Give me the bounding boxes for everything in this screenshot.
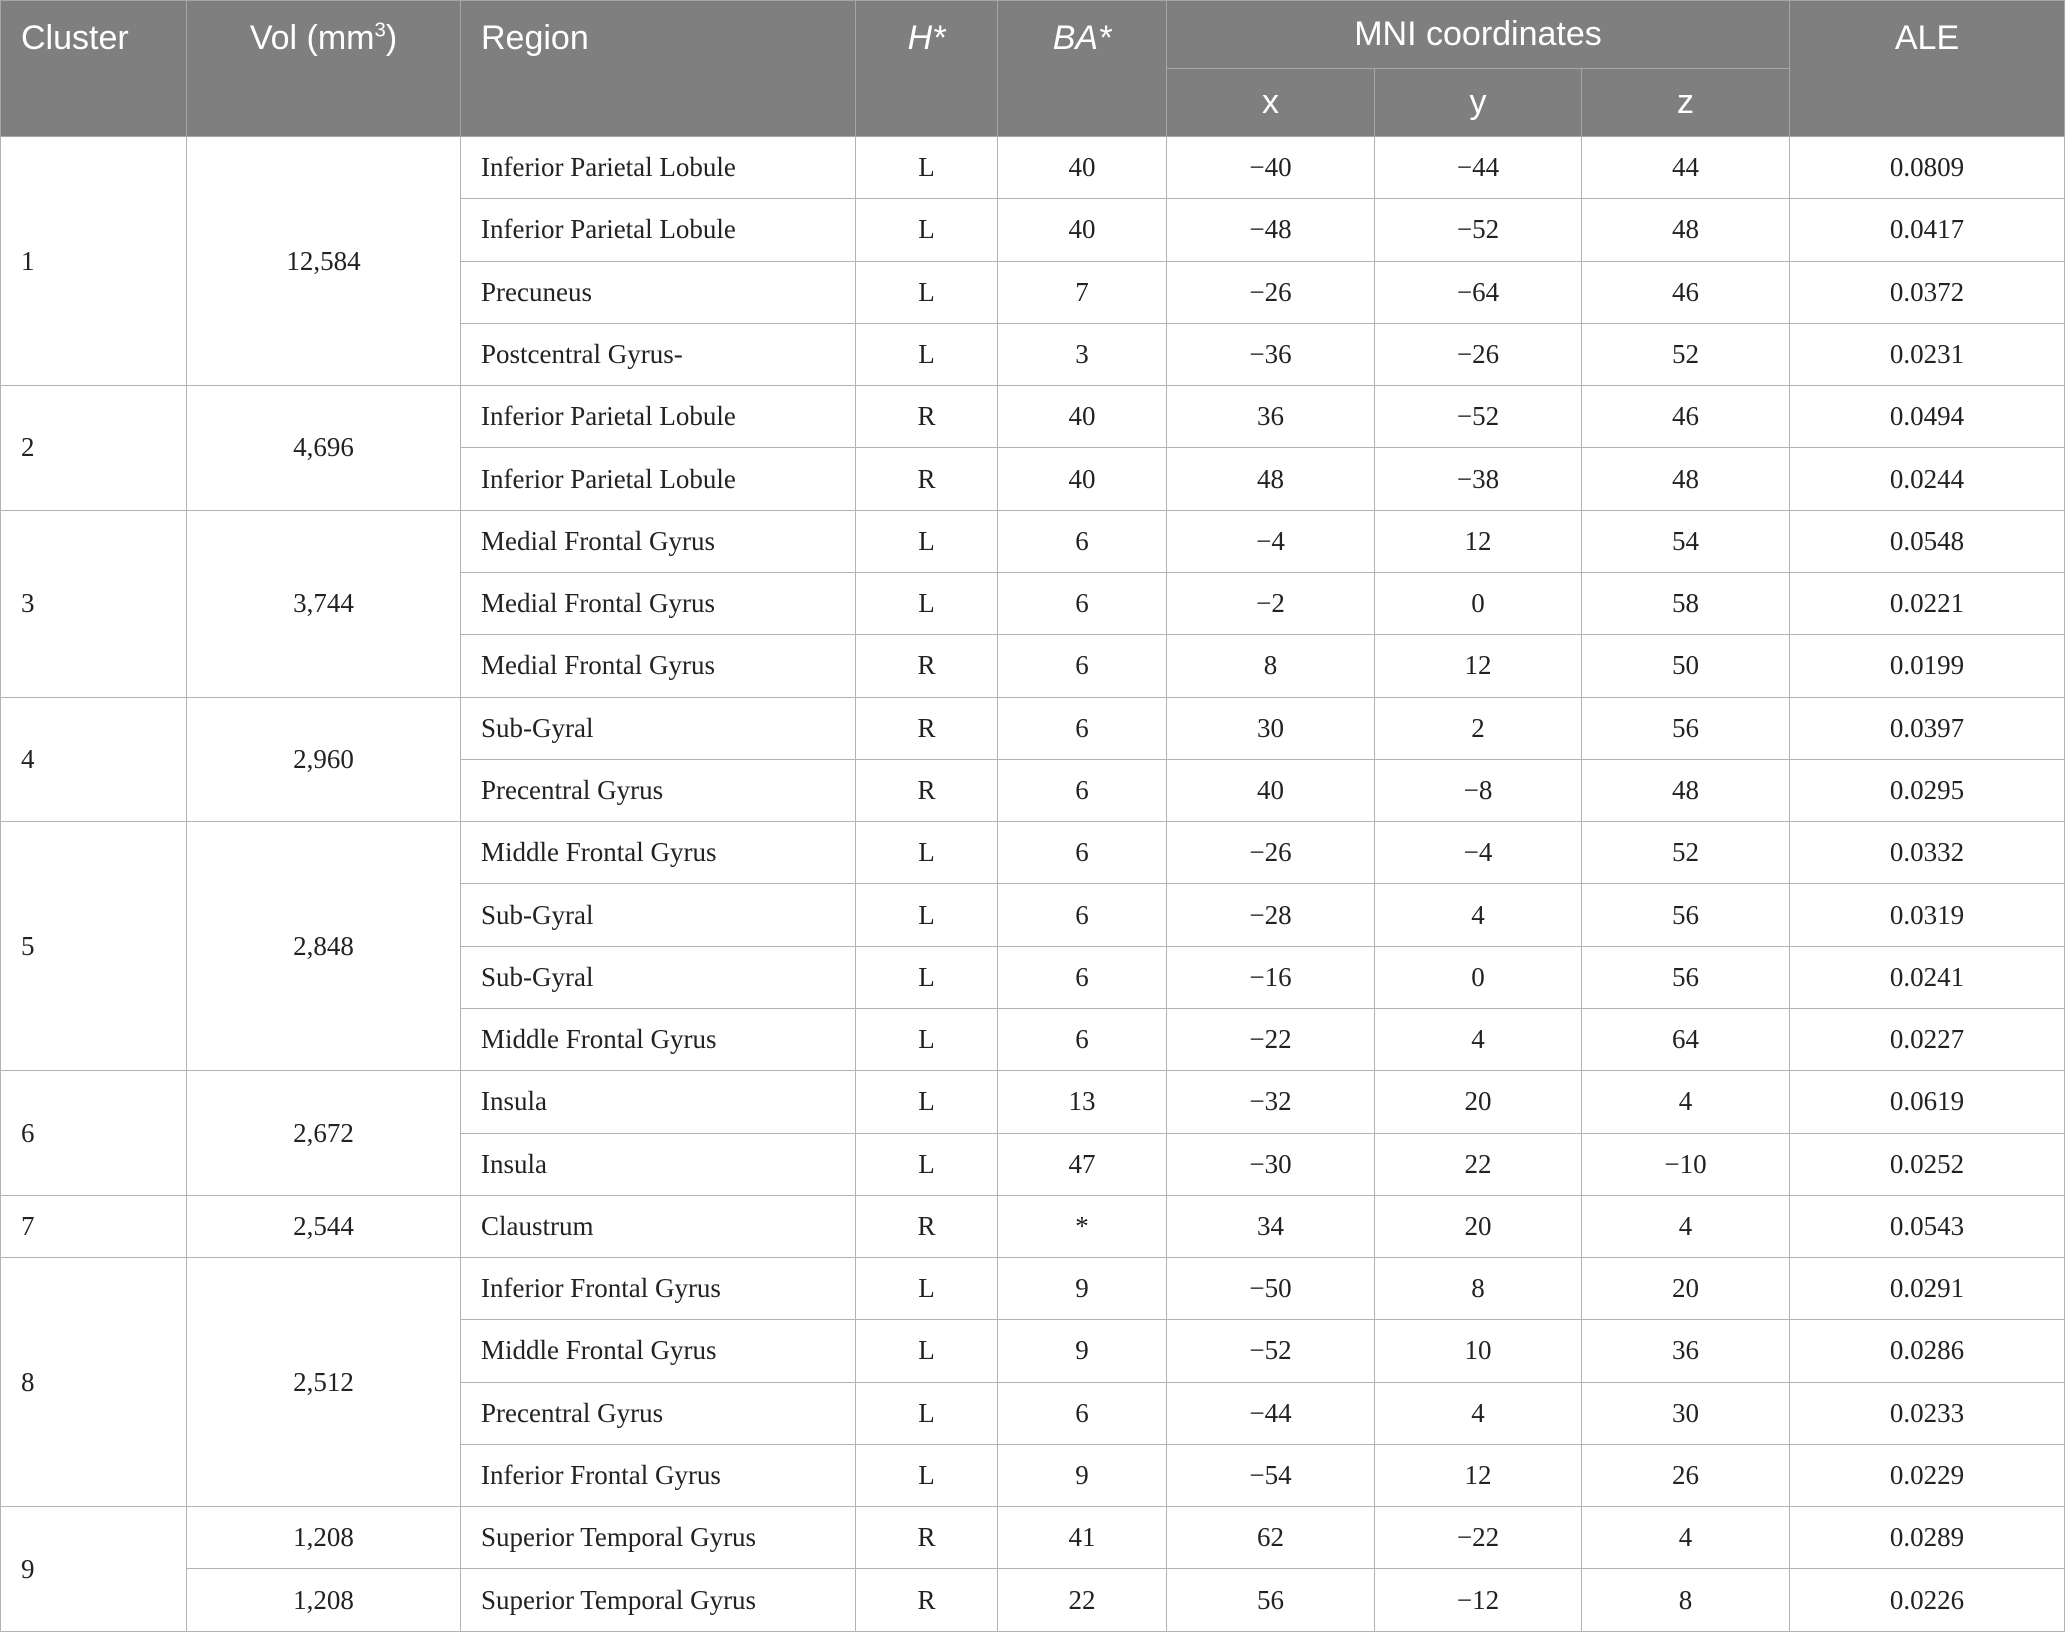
hemisphere-cell: R — [856, 759, 998, 821]
ale-cell: 0.0241 — [1790, 946, 2065, 1008]
region-cell: Precentral Gyrus — [461, 759, 856, 821]
z-cell: 64 — [1582, 1008, 1790, 1070]
region-cell: Postcentral Gyrus- — [461, 323, 856, 385]
ale-cell: 0.0226 — [1790, 1569, 2065, 1632]
y-cell: 12 — [1375, 1444, 1582, 1506]
y-cell: −4 — [1375, 822, 1582, 884]
region-cell: Inferior Frontal Gyrus — [461, 1444, 856, 1506]
z-cell: 4 — [1582, 1071, 1790, 1133]
region-cell: Medial Frontal Gyrus — [461, 572, 856, 634]
x-cell: −36 — [1167, 323, 1375, 385]
z-cell: 54 — [1582, 510, 1790, 572]
y-cell: 12 — [1375, 635, 1582, 697]
header-mni-coordinates: MNI coordinates — [1167, 1, 1790, 69]
hemisphere-cell: L — [856, 1382, 998, 1444]
y-cell: −64 — [1375, 261, 1582, 323]
region-cell: Inferior Parietal Lobule — [461, 448, 856, 510]
z-cell: 50 — [1582, 635, 1790, 697]
z-cell: 30 — [1582, 1382, 1790, 1444]
volume-cell: 2,672 — [187, 1071, 461, 1196]
table-row — [1, 697, 2065, 759]
table-row — [1, 1258, 2065, 1320]
x-cell: 36 — [1167, 386, 1375, 448]
table-row — [1, 386, 2065, 448]
region-cell: Precuneus — [461, 261, 856, 323]
hemisphere-cell: L — [856, 1258, 998, 1320]
hemisphere-cell: L — [856, 1071, 998, 1133]
x-cell: −40 — [1167, 137, 1375, 199]
x-cell: 30 — [1167, 697, 1375, 759]
x-cell: 56 — [1167, 1569, 1375, 1632]
ba-cell: 9 — [998, 1258, 1167, 1320]
ale-cell: 0.0809 — [1790, 137, 2065, 199]
region-cell: Sub-Gyral — [461, 697, 856, 759]
x-cell: −2 — [1167, 572, 1375, 634]
hemisphere-cell: L — [856, 261, 998, 323]
table-row — [1, 822, 2065, 884]
ale-cell: 0.0227 — [1790, 1008, 2065, 1070]
x-cell: −22 — [1167, 1008, 1375, 1070]
x-cell: 48 — [1167, 448, 1375, 510]
x-cell: −50 — [1167, 1258, 1375, 1320]
z-cell: 46 — [1582, 261, 1790, 323]
table-row — [1, 1507, 2065, 1569]
ba-cell: 13 — [998, 1071, 1167, 1133]
y-cell: 8 — [1375, 1258, 1582, 1320]
hemisphere-cell: L — [856, 137, 998, 199]
ale-cell: 0.0494 — [1790, 386, 2065, 448]
hemisphere-cell: L — [856, 884, 998, 946]
z-cell: 56 — [1582, 884, 1790, 946]
ba-cell: 6 — [998, 510, 1167, 572]
hemisphere-cell: L — [856, 822, 998, 884]
hemisphere-cell: L — [856, 1133, 998, 1195]
ale-cell: 0.0286 — [1790, 1320, 2065, 1382]
y-cell: 20 — [1375, 1071, 1582, 1133]
region-cell: Medial Frontal Gyrus — [461, 635, 856, 697]
y-cell: 20 — [1375, 1195, 1582, 1257]
hemisphere-cell: L — [856, 572, 998, 634]
table-row — [1, 1071, 2065, 1133]
region-cell: Sub-Gyral — [461, 884, 856, 946]
volume-cell: 2,960 — [187, 697, 461, 822]
x-cell: −28 — [1167, 884, 1375, 946]
x-cell: 40 — [1167, 759, 1375, 821]
cluster-cell: 6 — [1, 1071, 187, 1196]
ba-cell: 40 — [998, 448, 1167, 510]
hemisphere-cell: L — [856, 1008, 998, 1070]
hemisphere-cell: R — [856, 1195, 998, 1257]
volume-cell: 4,696 — [187, 386, 461, 511]
ba-cell: 6 — [998, 1008, 1167, 1070]
volume-cell: 1,208 — [187, 1569, 461, 1632]
ale-cell: 0.0291 — [1790, 1258, 2065, 1320]
z-cell: 20 — [1582, 1258, 1790, 1320]
ba-cell: 40 — [998, 199, 1167, 261]
y-cell: 22 — [1375, 1133, 1582, 1195]
z-cell: 48 — [1582, 448, 1790, 510]
x-cell: −32 — [1167, 1071, 1375, 1133]
hemisphere-cell: R — [856, 635, 998, 697]
hemisphere-cell: L — [856, 1444, 998, 1506]
region-cell: Sub-Gyral — [461, 946, 856, 1008]
header-x: x — [1167, 69, 1375, 137]
region-cell: Insula — [461, 1133, 856, 1195]
ale-cell: 0.0548 — [1790, 510, 2065, 572]
cluster-cell: 9 — [1, 1507, 187, 1632]
z-cell: 46 — [1582, 386, 1790, 448]
cluster-cell: 3 — [1, 510, 187, 697]
hemisphere-cell: R — [856, 386, 998, 448]
y-cell: 0 — [1375, 946, 1582, 1008]
y-cell: −12 — [1375, 1569, 1582, 1632]
x-cell: −30 — [1167, 1133, 1375, 1195]
header-region: Region — [461, 1, 856, 137]
x-cell: −52 — [1167, 1320, 1375, 1382]
region-cell: Claustrum — [461, 1195, 856, 1257]
y-cell: 4 — [1375, 884, 1582, 946]
header-ale: ALE — [1790, 1, 2065, 137]
ale-cell: 0.0417 — [1790, 199, 2065, 261]
table-row — [1, 137, 2065, 199]
cluster-cell: 7 — [1, 1195, 187, 1257]
ba-cell: 40 — [998, 386, 1167, 448]
ba-cell: 6 — [998, 759, 1167, 821]
z-cell: 48 — [1582, 199, 1790, 261]
y-cell: 2 — [1375, 697, 1582, 759]
z-cell: 56 — [1582, 697, 1790, 759]
ba-cell: 9 — [998, 1320, 1167, 1382]
hemisphere-cell: R — [856, 448, 998, 510]
y-cell: −22 — [1375, 1507, 1582, 1569]
ba-cell: 7 — [998, 261, 1167, 323]
x-cell: −4 — [1167, 510, 1375, 572]
header-hemisphere: H* — [856, 1, 998, 137]
ale-cell: 0.0289 — [1790, 1507, 2065, 1569]
hemisphere-cell: L — [856, 199, 998, 261]
z-cell: 52 — [1582, 822, 1790, 884]
region-cell: Middle Frontal Gyrus — [461, 822, 856, 884]
x-cell: −44 — [1167, 1382, 1375, 1444]
ale-cell: 0.0221 — [1790, 572, 2065, 634]
ba-cell: 6 — [998, 572, 1167, 634]
ale-cell: 0.0295 — [1790, 759, 2065, 821]
y-cell: 0 — [1375, 572, 1582, 634]
z-cell: −10 — [1582, 1133, 1790, 1195]
header-brodmann-area: BA* — [998, 1, 1167, 137]
ale-cell: 0.0231 — [1790, 323, 2065, 385]
ba-cell: 47 — [998, 1133, 1167, 1195]
y-cell: −26 — [1375, 323, 1582, 385]
cluster-cell: 1 — [1, 137, 187, 386]
cluster-cell: 2 — [1, 386, 187, 511]
region-cell: Superior Temporal Gyrus — [461, 1507, 856, 1569]
ba-cell: 22 — [998, 1569, 1167, 1632]
z-cell: 26 — [1582, 1444, 1790, 1506]
ba-cell: 6 — [998, 635, 1167, 697]
ale-cell: 0.0397 — [1790, 697, 2065, 759]
hemisphere-cell: R — [856, 1569, 998, 1632]
ale-cell: 0.0252 — [1790, 1133, 2065, 1195]
x-cell: −48 — [1167, 199, 1375, 261]
y-cell: −44 — [1375, 137, 1582, 199]
x-cell: −54 — [1167, 1444, 1375, 1506]
header-volume: Vol $(mm^3)$ — [187, 1, 461, 137]
ba-cell: 6 — [998, 697, 1167, 759]
region-cell: Middle Frontal Gyrus — [461, 1320, 856, 1382]
region-cell: Superior Temporal Gyrus — [461, 1569, 856, 1632]
y-cell: 4 — [1375, 1382, 1582, 1444]
y-cell: −38 — [1375, 448, 1582, 510]
table-row — [1, 1569, 2065, 1632]
region-cell: Medial Frontal Gyrus — [461, 510, 856, 572]
table-row — [1, 1195, 2065, 1257]
ba-cell: 6 — [998, 884, 1167, 946]
volume-cell: 2,544 — [187, 1195, 461, 1257]
ale-cell: 0.0319 — [1790, 884, 2065, 946]
hemisphere-cell: L — [856, 510, 998, 572]
ba-cell: 41 — [998, 1507, 1167, 1569]
x-cell: 34 — [1167, 1195, 1375, 1257]
ale-cell: 0.0619 — [1790, 1071, 2065, 1133]
volume-cell: 2,848 — [187, 822, 461, 1071]
y-cell: −8 — [1375, 759, 1582, 821]
region-cell: Inferior Parietal Lobule — [461, 199, 856, 261]
ba-cell: 40 — [998, 137, 1167, 199]
z-cell: 44 — [1582, 137, 1790, 199]
x-cell: −16 — [1167, 946, 1375, 1008]
hemisphere-cell: R — [856, 697, 998, 759]
ba-cell: 3 — [998, 323, 1167, 385]
header-z: z — [1582, 69, 1790, 137]
ba-cell: 9 — [998, 1444, 1167, 1506]
ale-cell: 0.0244 — [1790, 448, 2065, 510]
region-cell: Precentral Gyrus — [461, 1382, 856, 1444]
x-cell: −26 — [1167, 822, 1375, 884]
header-cluster: Cluster — [1, 1, 187, 137]
volume-cell: 2,512 — [187, 1258, 461, 1507]
x-cell: −26 — [1167, 261, 1375, 323]
header-y: y — [1375, 69, 1582, 137]
z-cell: 48 — [1582, 759, 1790, 821]
region-cell: Inferior Parietal Lobule — [461, 137, 856, 199]
volume-cell: 1,208 — [187, 1507, 461, 1569]
z-cell: 4 — [1582, 1195, 1790, 1257]
region-cell: Inferior Frontal Gyrus — [461, 1258, 856, 1320]
z-cell: 52 — [1582, 323, 1790, 385]
z-cell: 56 — [1582, 946, 1790, 1008]
hemisphere-cell: L — [856, 1320, 998, 1382]
region-cell: Middle Frontal Gyrus — [461, 1008, 856, 1070]
volume-cell: 12,584 — [187, 137, 461, 386]
hemisphere-cell: L — [856, 946, 998, 1008]
z-cell: 58 — [1582, 572, 1790, 634]
x-cell: 62 — [1167, 1507, 1375, 1569]
ba-cell: 6 — [998, 946, 1167, 1008]
cluster-cell: 5 — [1, 822, 187, 1071]
ale-cell: 0.0229 — [1790, 1444, 2065, 1506]
y-cell: 12 — [1375, 510, 1582, 572]
hemisphere-cell: R — [856, 1507, 998, 1569]
ale-cell: 0.0233 — [1790, 1382, 2065, 1444]
ale-cell: 0.0372 — [1790, 261, 2065, 323]
ale-cell: 0.0199 — [1790, 635, 2065, 697]
x-cell: 8 — [1167, 635, 1375, 697]
ba-cell: * — [998, 1195, 1167, 1257]
z-cell: 4 — [1582, 1507, 1790, 1569]
ba-cell: 6 — [998, 1382, 1167, 1444]
y-cell: −52 — [1375, 199, 1582, 261]
region-cell: Inferior Parietal Lobule — [461, 386, 856, 448]
table-row — [1, 510, 2065, 572]
ba-cell: 6 — [998, 822, 1167, 884]
ale-cell: 0.0332 — [1790, 822, 2065, 884]
y-cell: 4 — [1375, 1008, 1582, 1070]
hemisphere-cell: L — [856, 323, 998, 385]
cluster-cell: 8 — [1, 1258, 187, 1507]
y-cell: 10 — [1375, 1320, 1582, 1382]
region-cell: Insula — [461, 1071, 856, 1133]
volume-cell: 3,744 — [187, 510, 461, 697]
cluster-cell: 4 — [1, 697, 187, 822]
ale-cell: 0.0543 — [1790, 1195, 2065, 1257]
y-cell: −52 — [1375, 386, 1582, 448]
z-cell: 8 — [1582, 1569, 1790, 1632]
z-cell: 36 — [1582, 1320, 1790, 1382]
